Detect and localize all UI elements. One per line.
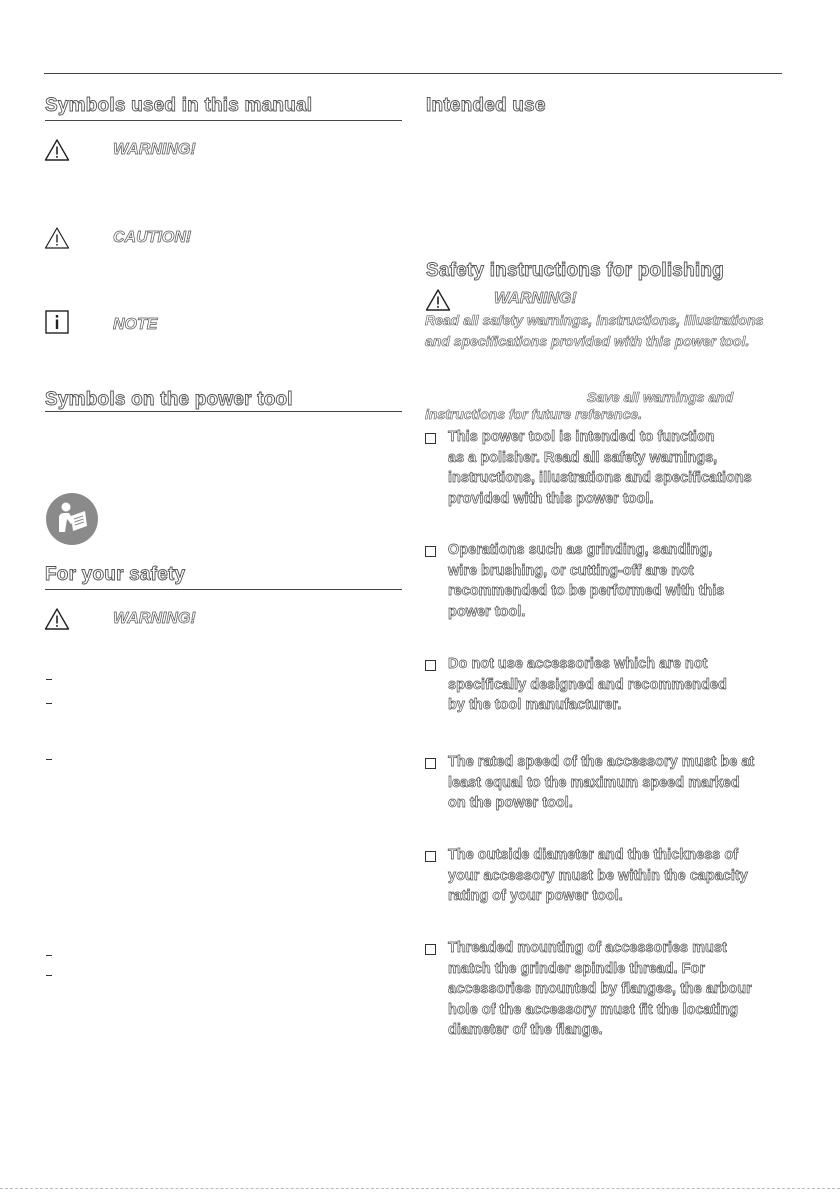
safety-warning-label: WARNING! [113,610,196,627]
list-dash [46,975,52,976]
caution-triangle-icon [44,226,70,250]
list-item: This power tool is intended to function as a polisher. Read all safety warnings, instructions, illustrations and specifications provided with this power tool. [448,429,752,507]
list-item: The outside diameter and the thickness of your accessory must be within the capacity rating of your power tool. [448,847,748,904]
bullet-square [425,660,436,671]
heading-rule [45,589,402,590]
bullet-square [425,944,436,955]
list-dash [46,703,52,704]
list-item: The rated speed of the accessory must be at least equal to the maximum speed marked on the power tool. [448,754,755,811]
polishing-warning-label: WARNING! [494,290,577,307]
intended-use-heading: Intended use [426,95,546,116]
heading-rule [45,120,402,121]
bullet-square [425,546,436,557]
list-item: Threaded mounting of accessories must match the grinder spindle thread. For accessories mounted by flanges, the arbour hole of the accessory must fit the locating diameter of the flange. [448,940,752,1038]
bullet-square [425,433,436,444]
list-dash [46,955,52,956]
save-line-2: instructions for future reference. [425,406,643,422]
read-manual-icon [45,492,99,546]
bullet-square [425,758,436,769]
symbols-manual-heading: Symbols used in this manual [45,95,313,116]
warning-triangle-icon [425,288,451,312]
warning-label: WARNING! [113,141,196,158]
note-label: NOTE [113,316,158,333]
info-icon [45,310,69,334]
safety-heading: For your safety [45,564,186,585]
bullet-square [425,851,436,862]
list-item: Do not use accessories which are not specifically designed and recommended by the tool manufacturer. [448,656,727,713]
polishing-heading: Safety instructions for polishing [426,260,724,281]
list-item: Operations such as grinding, sanding, wire brushing, or cutting-off are not recommended to be performed with this power tool. [448,542,725,620]
heading-rule [45,411,402,412]
list-dash [46,759,52,760]
warning-triangle-icon [44,607,70,631]
header-rule [44,73,782,74]
read-all-text: Read all safety warnings, instructions, illustrations and specifications provided with this power tool. [425,312,764,349]
caution-label: CAUTION! [113,229,192,246]
save-line-1: Save all warnings and [587,389,734,405]
list-dash [46,679,52,680]
symbols-tool-heading: Symbols on the power tool [45,389,293,410]
page-edge [0,1188,840,1189]
warning-triangle-icon [44,138,70,162]
